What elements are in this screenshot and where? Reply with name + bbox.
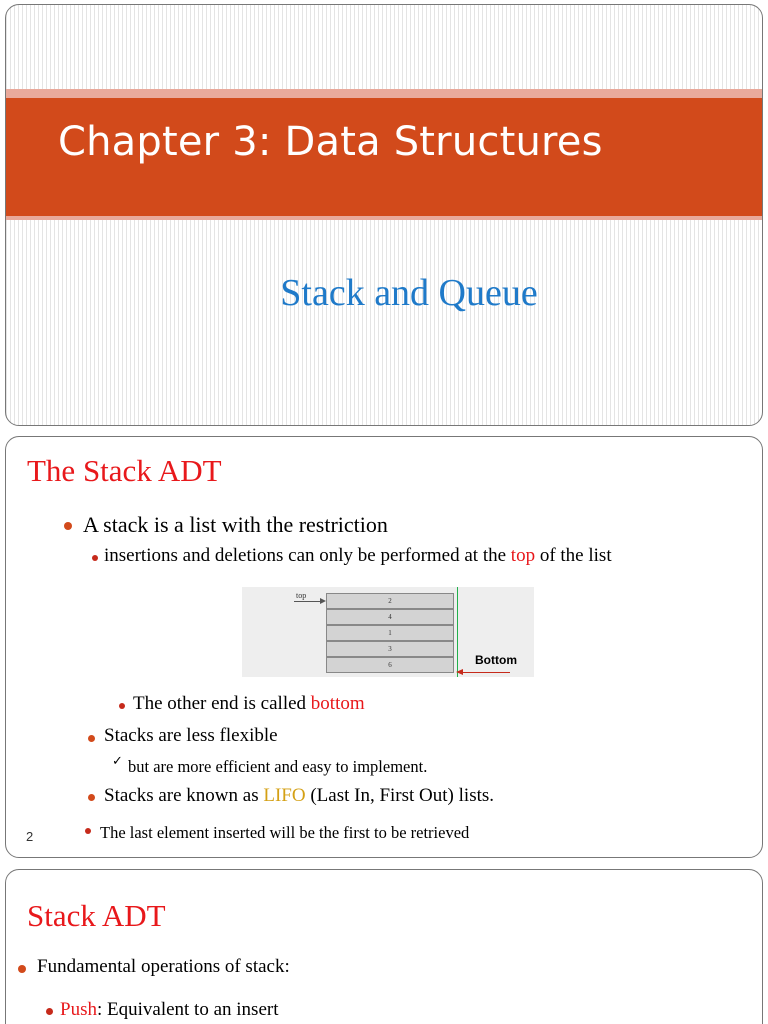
- bullet-icon: [46, 1008, 53, 1015]
- bullet-icon: [64, 522, 72, 530]
- bullet-text: [104, 545, 612, 567]
- bullet-text: The last element inserted will be the first to be retrieved: [100, 823, 470, 842]
- bullet-text-part: : Equivalent to an insert: [96, 999, 279, 1020]
- slide-heading: Stack ADT: [27, 898, 166, 933]
- stack-cell: 3: [326, 641, 454, 657]
- highlight-top: top: [510, 545, 536, 566]
- stack-cell: 6: [326, 657, 454, 673]
- bullet-text: [60, 999, 278, 1021]
- highlight-lifo: LIFO: [263, 785, 306, 806]
- slide-subtitle: Stack and Queue: [280, 272, 538, 314]
- stack-cell: 2: [326, 593, 454, 609]
- bullet-text-part: The other end is called: [133, 693, 311, 714]
- bullet-text-part: (Last In, First Out) lists.: [305, 785, 495, 806]
- title-band-bottom-stripe: [6, 216, 762, 220]
- stack-cell: 4: [326, 609, 454, 625]
- bullet-icon: [18, 965, 26, 973]
- bullet-text: [133, 693, 365, 715]
- bullet-text-part: insertions and deletions can only be performed at the: [104, 545, 511, 566]
- bullet-icon: [119, 703, 125, 709]
- slide-heading: The Stack ADT: [27, 453, 222, 488]
- bullet-icon: [85, 828, 91, 834]
- highlight-bottom: bottom: [310, 693, 365, 714]
- bullet-icon: [92, 555, 98, 561]
- stack-diagram: [242, 587, 534, 677]
- stack-boundary-line: [457, 587, 458, 677]
- bullet-text-part: Stacks are known as: [104, 785, 264, 806]
- slide-title: Chapter 3: Data Structures: [58, 119, 603, 165]
- bullet-text: A stack is a list with the restriction: [83, 512, 388, 537]
- highlight-push: Push: [60, 999, 97, 1020]
- checkmark-icon: ✓: [112, 753, 123, 768]
- bullet-text: Fundamental operations of stack:: [37, 956, 290, 977]
- stack-adt-slide: [5, 436, 763, 858]
- bullet-text-part: of the list: [535, 545, 612, 566]
- stack-cell: 1: [326, 625, 454, 641]
- bullet-text: but are more efficient and easy to implement.: [128, 757, 428, 776]
- title-slide: [5, 4, 763, 426]
- bottom-arrow: [462, 672, 510, 673]
- top-label: top: [296, 591, 307, 600]
- stack-adt-operations-slide: [5, 869, 763, 1024]
- bullet-text: Stacks are less flexible: [104, 725, 278, 746]
- bullet-text: [104, 785, 494, 807]
- arrowhead-icon: [456, 669, 463, 675]
- bottom-label: Bottom: [475, 653, 517, 667]
- page-number: 2: [26, 829, 34, 844]
- bullet-icon: [88, 794, 95, 801]
- bullet-icon: [88, 735, 95, 742]
